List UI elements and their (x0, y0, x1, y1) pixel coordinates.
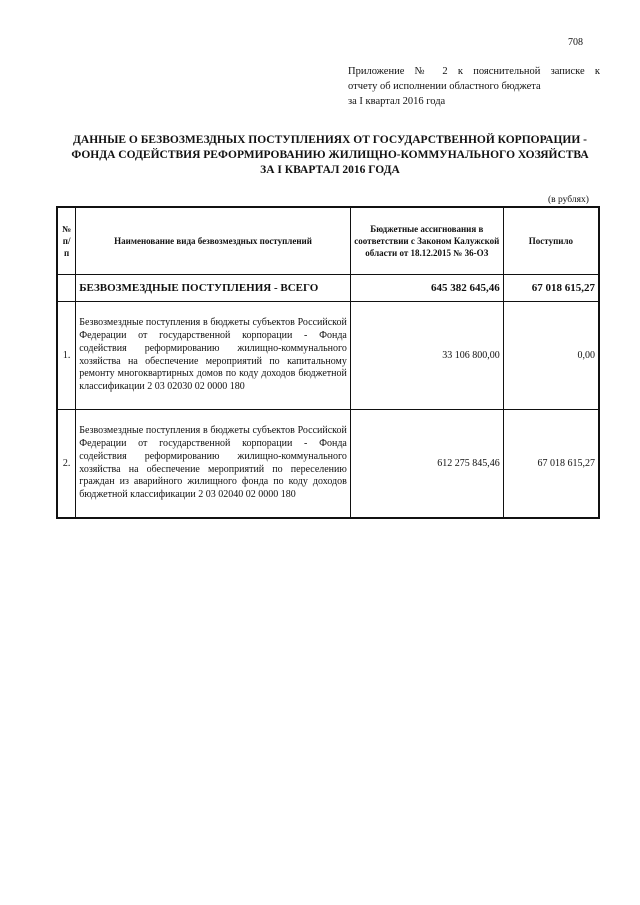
table-row (57, 410, 599, 519)
total-received: 67 018 615,27 (503, 275, 599, 302)
row-index: 1. (57, 302, 76, 410)
row-received: 67 018 615,27 (503, 410, 599, 519)
total-plan: 645 382 645,46 (350, 275, 503, 302)
units-label: (в рублях) (548, 195, 589, 205)
header-index: № п/п (57, 207, 76, 275)
appendix-note (348, 64, 600, 109)
row-received: 0,00 (503, 302, 599, 410)
title-line: ДАННЫЕ О БЕЗВОЗМЕЗДНЫХ ПОСТУПЛЕНИЯХ ОТ ГОСУДАРСТВЕННОЙ КОРПОРАЦИИ - (72, 134, 587, 146)
document-title (40, 133, 620, 178)
receipts-table (56, 206, 600, 519)
header-plan: Бюджетные ассигнования в соответствии с Законом Калужской области от 18.12.2015 № 36-ОЗ (350, 207, 503, 275)
row-plan: 612 275 845,46 (350, 410, 503, 519)
row-index: 2. (57, 410, 76, 519)
page-number: 708 (568, 37, 583, 48)
total-index-cell (57, 275, 76, 302)
header-name: Наименование вида безвозмездных поступлений (76, 207, 351, 275)
appendix-note-line: Приложение № 2 к пояснительной записке к (348, 66, 600, 77)
table-row (57, 302, 599, 410)
total-row (57, 275, 599, 302)
title-line: ЗА I КВАРТАЛ 2016 ГОДА (260, 164, 400, 176)
header-received: Поступило (503, 207, 599, 275)
title-line: ФОНДА СОДЕЙСТВИЯ РЕФОРМИРОВАНИЮ ЖИЛИЩНО-КОММУНАЛЬНОГО ХОЗЯЙСТВА (71, 149, 589, 161)
row-name: Безвозмездные поступления в бюджеты субъектов Российской Федерации от государственной корпорации - Фонда содействия реформированию жилищно-коммунального хозяйства на обеспечение мероприятий по капитальному ремонту многоквартирных домов по коду доходов бюджетной классификации 2 03 02030 02 0000 180 (76, 302, 351, 410)
row-name: Безвозмездные поступления в бюджеты субъектов Российской Федерации от государственной корпорации - Фонда содействия реформированию жилищно-коммунального хозяйства на обеспечение мероприятий по переселению граждан из аварийного жилищного фонда по коду доходов бюджетной классификации 2 03 02040 02 0000 180 (76, 410, 351, 519)
row-plan: 33 106 800,00 (350, 302, 503, 410)
appendix-note-line: отчету об исполнении областного бюджета (348, 81, 541, 92)
total-label: БЕЗВОЗМЕЗДНЫЕ ПОСТУПЛЕНИЯ - ВСЕГО (76, 275, 351, 302)
appendix-note-line: за I квартал 2016 года (348, 96, 446, 107)
table-header-row (57, 207, 599, 275)
